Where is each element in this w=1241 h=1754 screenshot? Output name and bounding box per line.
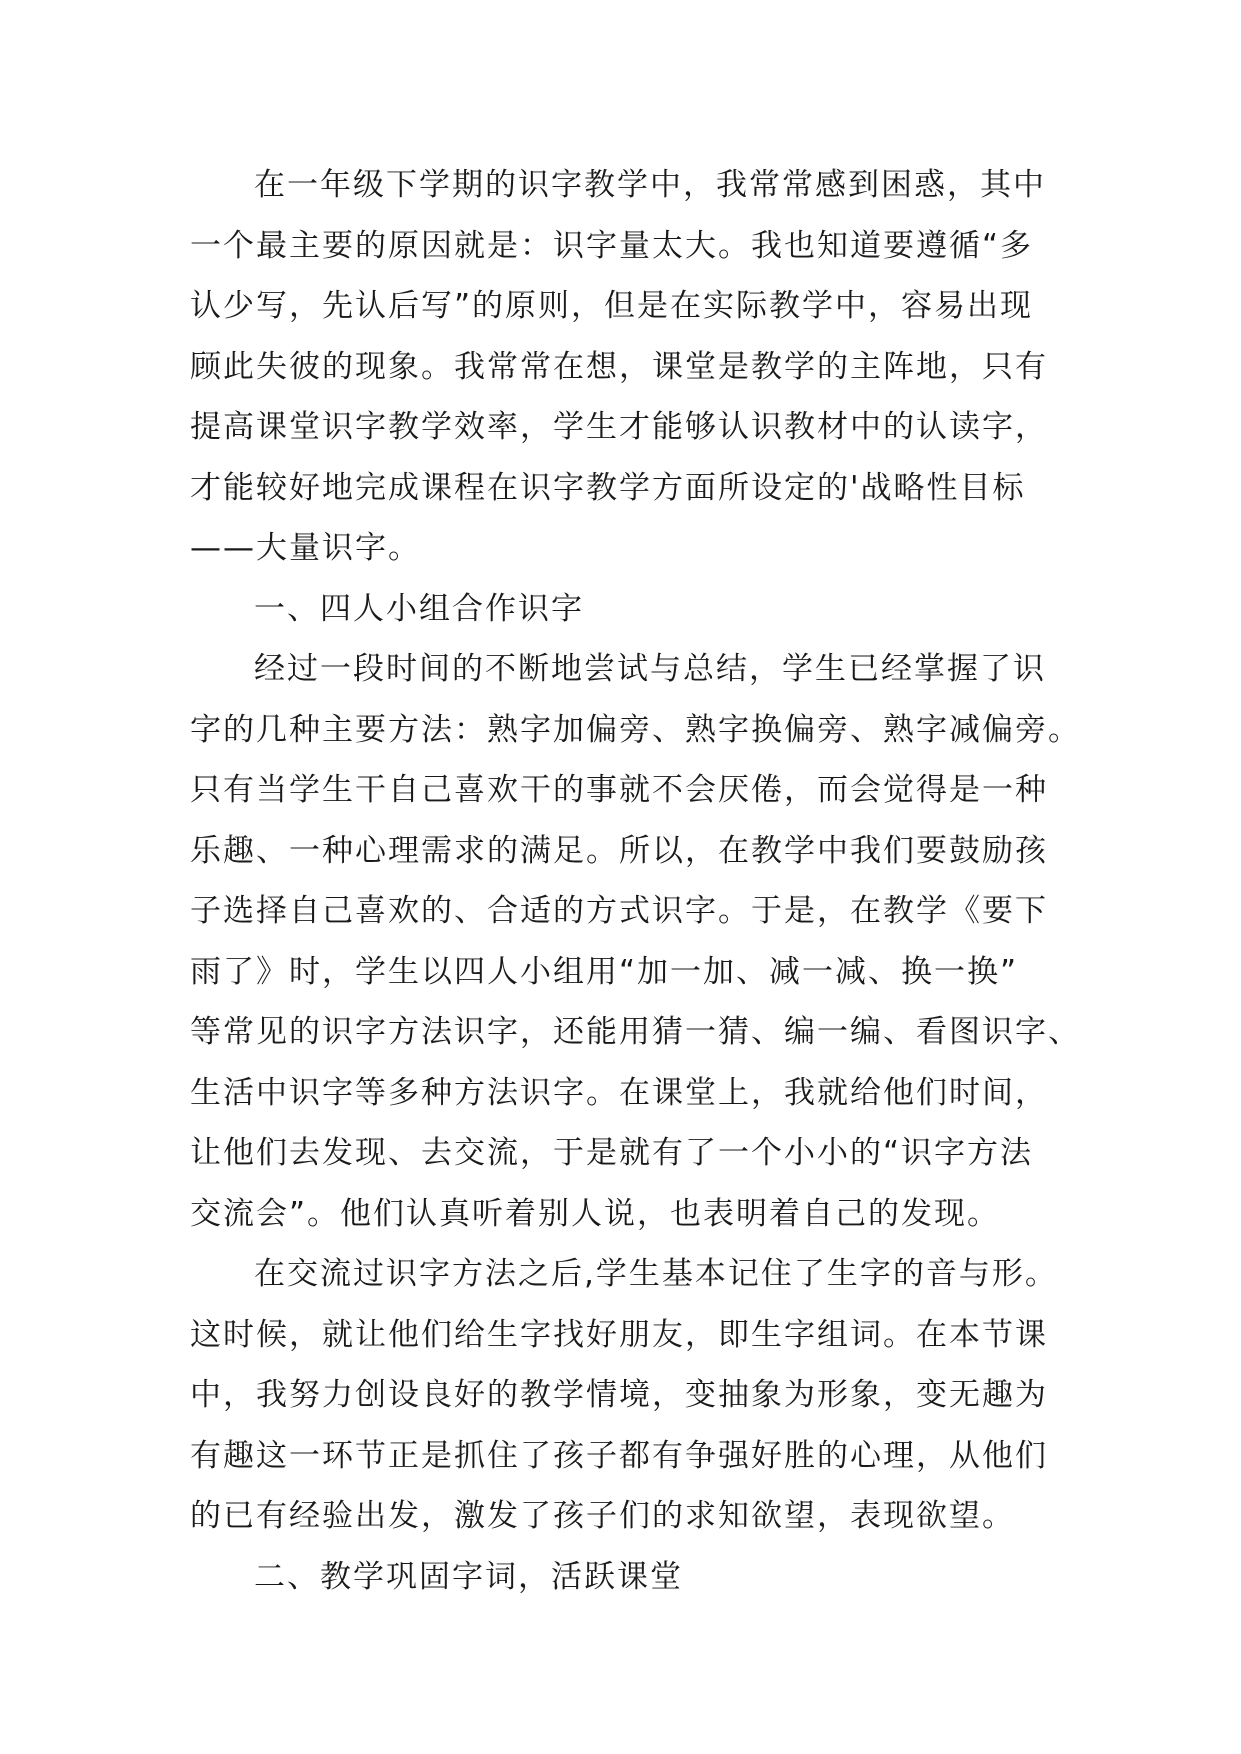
text-line: 才能较好地完成课程在识字教学方面所设定的'战略性目标 <box>190 469 1026 506</box>
text-line: 在交流过识字方法之后,学生基本记住了生字的音与形。 <box>254 1256 1058 1292</box>
text-line: 提高课堂识字教学效率，学生才能够认识教材中的认读字， <box>190 409 1048 445</box>
section-heading-2: 二、教学巩固字词，活跃课堂 <box>254 1558 683 1595</box>
text-line: 只有当学生干自己喜欢干的事就不会厌倦，而会觉得是一种 <box>190 772 1048 808</box>
text-line: 在一年级下学期的识字教学中，我常常感到困惑，其中 <box>254 167 1046 203</box>
text-line: 这时候，就让他们给生字找好朋友，即生字组词。在本节课 <box>190 1316 1048 1353</box>
text-line: 顾此失彼的现象。我常常在想，课堂是教学的主阵地，只有 <box>190 348 1048 385</box>
text-line: 交流会”。他们认真听着别人说，也表明着自己的发现。 <box>190 1195 1001 1232</box>
text-line: 认少写，先认后写”的原则，但是在实际教学中，容易出现 <box>190 288 1034 324</box>
text-line: 字的几种主要方法：熟字加偏旁、熟字换偏旁、熟字减偏旁。 <box>190 711 1081 748</box>
text-line: 生活中识字等多种方法识字。在课堂上，我就给他们时间， <box>190 1074 1048 1111</box>
paragraph-section-1-continued <box>190 1244 1058 1547</box>
text-line: 乐趣、一种心理需求的满足。所以，在教学中我们要鼓励孩 <box>190 832 1048 869</box>
text-line: 让他们去发现、去交流，于是就有了一个小小的“识字方法 <box>190 1135 1034 1171</box>
text-line: 的已有经验出发，激发了孩子们的求知欲望，表现欲望。 <box>190 1498 1015 1534</box>
text-line: 中，我努力创设良好的教学情境，变抽象为形象，变无趣为 <box>190 1377 1048 1413</box>
text-line: 子选择自己喜欢的、合适的方式识字。于是，在教学《要下 <box>190 893 1048 929</box>
section-heading-1: 一、四人小组合作识字 <box>254 590 584 627</box>
text-line: 有趣这一环节正是抓住了孩子都有争强好胜的心理，从他们 <box>190 1437 1048 1474</box>
text-line: 等常见的识字方法识字，还能用猜一猜、编一编、看图识字、 <box>190 1014 1081 1050</box>
text-line: 经过一段时间的不断地尝试与总结，学生已经掌握了识 <box>254 651 1046 687</box>
text-line: 一个最主要的原因就是：识字量太大。我也知道要遵循“多 <box>190 227 1034 264</box>
document-body <box>190 155 1081 1607</box>
text-line: 雨了》时，学生以四人小组用“加一加、减一减、换一换” <box>190 953 1019 990</box>
text-line: ——大量识字。 <box>190 530 421 566</box>
paragraph-intro <box>190 155 1050 579</box>
paragraph-section-1 <box>190 639 1081 1244</box>
